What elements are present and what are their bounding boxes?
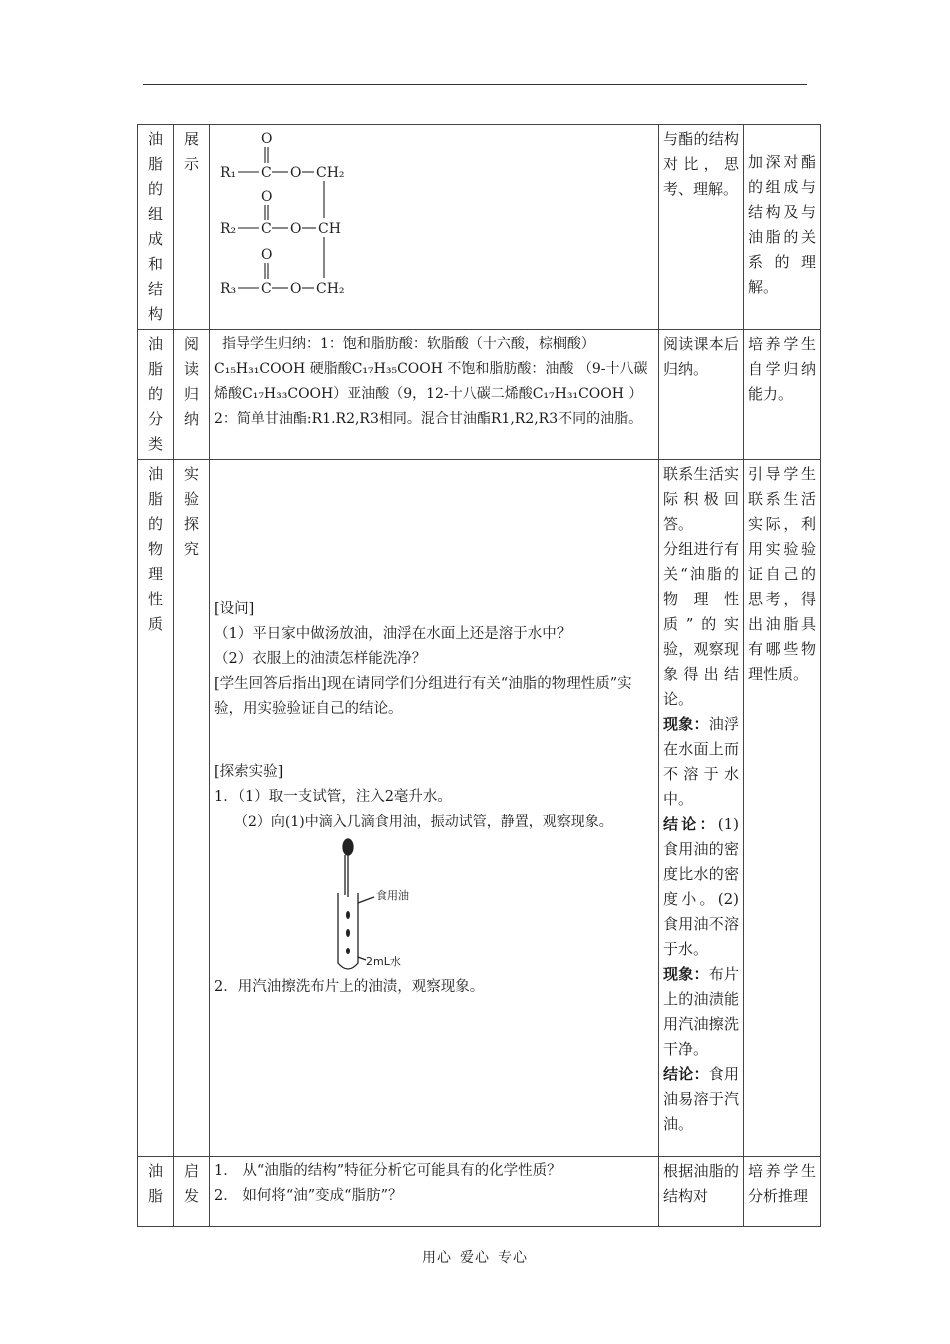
- svg-text:C: C: [261, 281, 272, 297]
- table-row: [138, 330, 821, 460]
- experiment-step-2: 2．用汽油擦洗布片上的油渍，观察现象。: [214, 979, 485, 995]
- teacher-note: [学生回答后指出]现在请同学们分组进行有关“油脂的物理性质”实验，用实验验证自己的结论。: [214, 676, 632, 717]
- topic-cell: 油 脂 的 分 类: [138, 330, 174, 460]
- topic-cell: 油 脂 的 物 理 性 质: [138, 460, 174, 1157]
- svg-text:O: O: [261, 131, 273, 147]
- water-label: 2mL水: [366, 955, 401, 968]
- svg-text:R₁: R₁: [220, 165, 237, 181]
- svg-text:O: O: [290, 221, 302, 237]
- triglyceride-structure: [216, 125, 416, 305]
- purpose-cell: 培养学生分析推理: [744, 1157, 821, 1227]
- content-cell: 指导学生归纳：1：饱和脂肪酸：软脂酸（十六酸，棕榈酸）C₁₅H₃₁COOH 硬脂酸C₁₇H₃₅COOH 不饱和脂肪酸：油酸 （9-十八碳烯酸C₁₇H₃₃COOH）亚油酸（9，12-十八碳二烯酸C₁₇H₃₁COOH ） 2：简单甘油酯:R1.R2,R3相同。混合甘油酯R1,R2,R3不同的油脂。: [210, 330, 659, 460]
- svg-text:O: O: [290, 281, 302, 297]
- svg-text:O: O: [261, 247, 273, 263]
- svg-text:R₂: R₂: [220, 221, 237, 237]
- topic-cell: 油 脂: [138, 1157, 174, 1227]
- topic-cell: 油 脂 的 组 成 和 结 构: [138, 125, 174, 330]
- svg-text:C: C: [261, 165, 272, 181]
- method-cell: 启 发: [174, 1157, 210, 1227]
- purpose-cell: 引导学生联系生活实际，利用实验验证自己的思考，得出油脂具有哪些物理性质。: [744, 460, 821, 1157]
- student-cell: 与酯的结构对比，思考、理解。: [659, 125, 744, 330]
- purpose-cell: 培养学生自学归纳能力。: [744, 330, 821, 460]
- content-cell: [210, 460, 659, 1157]
- method-cell: 实 验 探 究: [174, 460, 210, 1157]
- student-cell: 阅读课本后归纳。: [659, 330, 744, 460]
- svg-text:R₃: R₃: [220, 281, 237, 297]
- method-cell: 展 示: [174, 125, 210, 330]
- oil-label: 食用油: [376, 889, 409, 902]
- question-heading: [设问]: [214, 601, 255, 617]
- svg-text:O: O: [261, 189, 273, 205]
- header-rule: [143, 84, 807, 85]
- question-2: （2）衣服上的油渍怎样能洗净？: [214, 651, 427, 667]
- method-cell: 阅 读 归 纳: [174, 330, 210, 460]
- test-tube-figure: [324, 835, 444, 975]
- svg-text:CH₂: CH₂: [316, 281, 345, 297]
- svg-text:C: C: [261, 221, 272, 237]
- student-cell: 联系生活实际积极回答。 分组进行有关“油脂的物理性质”的实验，观察现象得出结论。 现象：油浮在水面上而不溶于水中。 结论：(1)食用油的密度比水的密度小。(2)食用油不溶于水。 现象：布片上的油渍能用汽油擦洗干净。 结论：食用油易溶于汽油。: [659, 460, 744, 1157]
- svg-text:O: O: [290, 165, 302, 181]
- experiment-step-1: 1．（1）取一支试管，注入2毫升水。: [214, 789, 452, 805]
- student-cell: 根据油脂的结构对: [659, 1157, 744, 1227]
- table-row: [138, 125, 821, 330]
- svg-text:CH₂: CH₂: [316, 165, 345, 181]
- content-cell: 1． 从“油脂的结构”特征分析它可能具有的化学性质？ 2． 如何将“油”变成“脂肪”？: [210, 1157, 659, 1227]
- content-cell: [210, 125, 659, 330]
- question-1: （1）平日家中做汤放油，油浮在水面上还是溶于水中？: [214, 626, 572, 642]
- experiment-step-1b: （2）向(1)中滴入几滴食用油，振动试管，静置，观察现象。: [234, 814, 613, 830]
- page-footer: 用心 爱心 专心: [422, 1250, 528, 1266]
- svg-text:CH: CH: [318, 221, 341, 237]
- table-row: [138, 1157, 821, 1227]
- purpose-cell: 加深对酯的组成与结构及与油脂的关系的理解。: [744, 125, 821, 330]
- experiment-heading: [探索实验]: [214, 764, 284, 780]
- lesson-table: [137, 124, 821, 1227]
- table-row: [138, 460, 821, 1157]
